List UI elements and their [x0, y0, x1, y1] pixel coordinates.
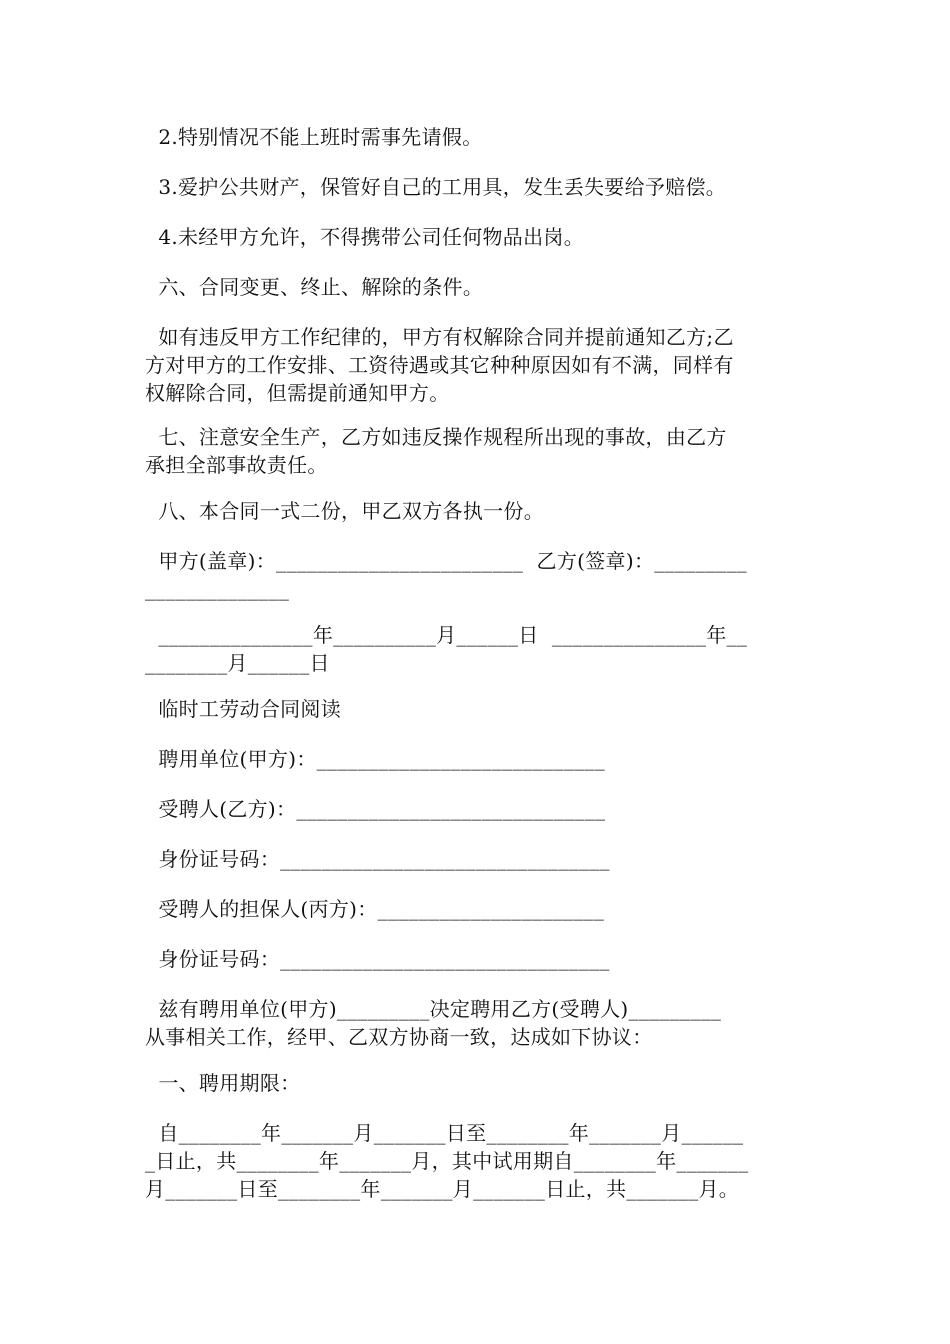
line: ________月______日: [145, 651, 330, 675]
line: 甲方(盖章)：________________________ 乙方(签章)：_________: [145, 549, 747, 573]
line: 自________年_______月_______日至________年_______月______: [145, 1121, 744, 1145]
line: 七、注意安全生产，乙方如违反操作规程所出现的事故，由乙方: [145, 425, 727, 449]
agreement-intro: [145, 995, 810, 1051]
employee-field: [145, 795, 810, 823]
line: 受聘人的担保人(丙方)：______________________: [145, 897, 605, 921]
line: 权解除合同，但需提前通知甲方。: [145, 381, 450, 405]
section-1-heading: [145, 1069, 810, 1097]
section-7: [145, 423, 810, 479]
paragraph-4-items: [145, 223, 810, 251]
line: 八、本合同一式二份，甲乙双方各执一份。: [145, 499, 545, 523]
section-6-heading: [145, 273, 810, 301]
section-6-body: [145, 323, 810, 407]
line: 如有违反甲方工作纪律的，甲方有权解除合同并提前通知乙方;乙: [145, 325, 734, 349]
employer-field: [145, 745, 810, 773]
line: 方对甲方的工作安排、工资待遇或其它种种原因如有不满，同样有: [145, 353, 734, 377]
line: ______________: [145, 577, 290, 601]
signature-line: [145, 547, 810, 603]
line: 身份证号码：________________________________: [145, 847, 610, 871]
date-line: [145, 621, 810, 677]
section-8: [145, 497, 810, 525]
line: 临时工劳动合同阅读: [145, 697, 342, 721]
line: 聘用单位(甲方)：____________________________: [145, 747, 606, 771]
line: 兹有聘用单位(甲方)_________决定聘用乙方(受聘人)_________: [145, 997, 722, 1021]
guarantor-id-field: [145, 945, 810, 973]
line: 身份证号码：________________________________: [145, 947, 610, 971]
paragraph-2-leave: [145, 123, 810, 151]
line: 3.爱护公共财产，保管好自己的工用具，发生丢失要给予赔偿。: [145, 175, 727, 199]
line: 从事相关工作，经甲、乙双方协商一致，达成如下协议：: [145, 1025, 653, 1049]
line: 承担全部事故责任。: [145, 453, 328, 477]
guarantor-field: [145, 895, 810, 923]
line: 月_______日至________年_______月_______日止，共_______月。: [145, 1177, 740, 1201]
line: _______________年__________月______日 _______________年__: [145, 623, 748, 647]
term-paragraph: [145, 1119, 810, 1203]
line: 4.未经甲方允许，不得携带公司任何物品出岗。: [145, 225, 584, 249]
line: 六、合同变更、终止、解除的条件。: [145, 275, 484, 299]
line: 一、聘用期限：: [145, 1071, 301, 1095]
paragraph-3-property: [145, 173, 810, 201]
line: 2.特别情况不能上班时需事先请假。: [145, 125, 483, 149]
contract-title: [145, 695, 810, 723]
line: _日止，共________年_______月，其中试用期自________年_______: [145, 1149, 749, 1173]
id-number-field: [145, 845, 810, 873]
line: 受聘人(乙方)：______________________________: [145, 797, 606, 821]
